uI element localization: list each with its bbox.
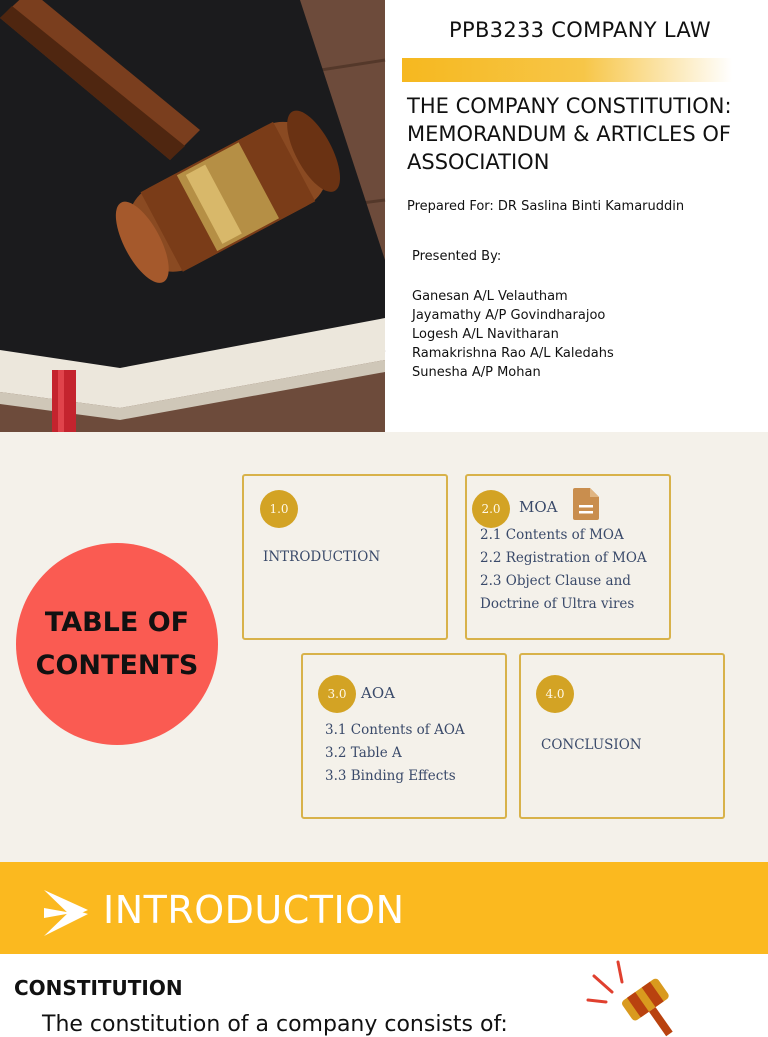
introduction-header [0,862,768,954]
toc-item[interactable]: 2.2 Registration of MOA [480,550,647,566]
toc-heading-line: TABLE OF [44,607,190,638]
course-title: PPB3233 COMPANY LAW [449,18,711,42]
title-line: MEMORANDUM & ARTICLES OF [407,122,731,146]
prepared-for: Prepared For: DR Saslina Binti Kamaruddin [407,199,685,214]
accent-bar [402,58,732,82]
member-name: Logesh A/L Navitharan [412,327,559,342]
toc-item[interactable]: INTRODUCTION [263,549,381,565]
toc-card-aoa[interactable] [301,653,507,819]
toc-heading-circle [16,543,218,745]
toc-item[interactable]: 3.2 Table A [325,745,402,761]
presentation-title [407,92,763,176]
toc-card-items [541,734,642,757]
introduction-title: INTRODUCTION [103,888,405,932]
toc-card-items [263,546,380,569]
toc-item[interactable]: 3.3 Binding Effects [325,768,456,784]
toc-item[interactable]: 2.1 Contents of MOA [480,527,624,543]
toc-heading-line: CONTENTS [35,650,199,681]
presented-by-label: Presented By: [412,249,502,264]
toc-card-title: MOA [519,498,558,516]
toc-card-title: AOA [361,684,395,702]
toc-card-items [325,719,465,788]
toc-card-conclusion[interactable] [519,653,725,819]
cover-slide [0,0,768,432]
title-line: THE COMPANY CONSTITUTION: [407,94,732,118]
toc-card-introduction[interactable] [242,474,448,640]
section-number-badge: 3.0 [318,675,356,713]
member-list [412,287,614,382]
document-icon [573,488,599,520]
section-number-badge: 2.0 [472,490,510,528]
section-heading: CONSTITUTION [14,976,183,1000]
gavel-icon [584,956,684,1026]
section-number-badge: 1.0 [260,490,298,528]
toc-item[interactable]: 2.3 Object Clause and [480,573,631,589]
gavel-on-book-photo [0,0,385,432]
toc-item[interactable]: Doctrine of Ultra vires [480,596,635,612]
toc-card-items [480,524,647,616]
play-arrow-icon [42,890,90,936]
member-name: Ramakrishna Rao A/L Kaledahs [412,346,614,361]
toc-item[interactable]: 3.1 Contents of AOA [325,722,465,738]
body-text: The constitution of a company consists of: [42,1012,508,1037]
introduction-body [0,954,768,1037]
toc-item[interactable]: CONCLUSION [541,737,642,753]
section-number-badge: 4.0 [536,675,574,713]
table-of-contents-slide [0,432,768,862]
member-name: Ganesan A/L Velautham [412,289,568,304]
toc-card-moa[interactable] [465,474,671,640]
title-line: ASSOCIATION [407,150,550,174]
member-name: Sunesha A/P Mohan [412,365,541,380]
member-name: Jayamathy A/P Govindharajoo [412,308,606,323]
